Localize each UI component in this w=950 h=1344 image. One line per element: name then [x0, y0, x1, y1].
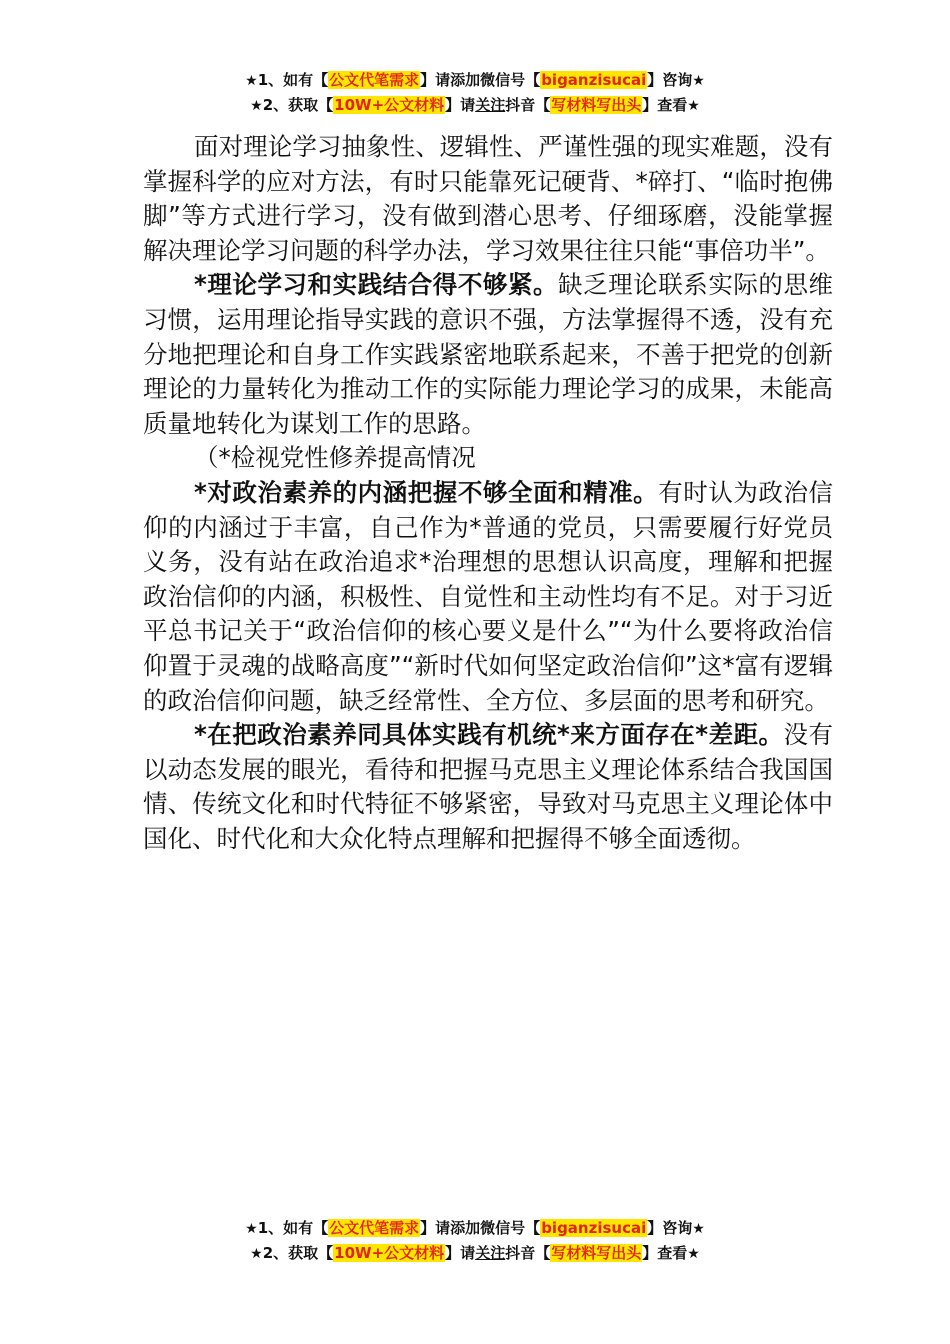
- banner-line-2: [0, 1241, 950, 1266]
- banner-text: 】查看: [642, 96, 688, 114]
- paragraph-text: 没有以动态发展的眼光，看待和把握马克思主义理论体系结合我国国情、传统文化和时代特征不够紧密，导致对马克思主义理论体中国化、时代化和大众化特点理解和把握得不够全面透彻。: [143, 720, 833, 853]
- paragraph-text: 缺乏理论联系实际的思维习惯，运用理论指导实践的意识不强，方法掌握得不透，没有充分地把理论和自身工作实践紧密地联系起来，不善于把党的创新理论的力量转化为推动工作的实际能力理论学习的成果，未能高质量地转化为谋划工作的思路。: [143, 270, 834, 438]
- paragraph-2: [143, 268, 833, 441]
- banner-text: 】咨询: [647, 71, 693, 89]
- paragraph-1: 面对理论学习抽象性、逻辑性、严谨性强的现实难题，没有掌握科学的应对方法，有时只能靠死记硬背、*碎打、“临时抱佛脚”等方式进行学习，没有做到潜心思考、仔细琢磨，没能掌握解决理论学习问题的科学办法，学习效果往往只能“事倍功半”。: [143, 132, 833, 265]
- banner-text: 】请添加微信号【: [420, 71, 541, 89]
- materials-highlight: 10W+公文材料: [334, 96, 445, 114]
- service-highlight: 公文代笔需求: [329, 71, 420, 89]
- star-icon: ★: [687, 98, 700, 114]
- follow-underline: 关注: [475, 96, 506, 114]
- douyin-id-highlight: 写材料写出头: [551, 96, 642, 114]
- star-icon: ★: [245, 1221, 258, 1237]
- banner-text: 抖音【: [505, 1244, 551, 1262]
- star-icon: ★: [692, 1221, 705, 1237]
- service-highlight: 公文代笔需求: [329, 1219, 420, 1237]
- banner-text: 】请: [445, 1244, 476, 1262]
- banner-text: 】请: [445, 96, 476, 114]
- banner-text: 1、如有【: [257, 1219, 329, 1237]
- header-banner: [0, 68, 950, 118]
- banner-text: 2、获取【: [262, 1244, 334, 1262]
- paragraph-text: 有时认为政治信仰的内涵过于丰富，自己作为*普通的党员，只需要履行好党员义务，没有站在政治追求*治理想的思想认识高度，理解和把握政治信仰的内涵，积极性、自觉性和主动性均有不足。对于习近平总书记关于“政治信仰的核心要义是什么”“为什么要将政治信仰置于灵魂的战略高度”“新时代如何坚定政治信仰”这*富有逻辑的政治信仰问题，缺乏经常性、全方位、多层面的思考和研究。: [143, 477, 834, 715]
- document-body: [143, 130, 833, 856]
- banner-text: 1、如有【: [257, 71, 329, 89]
- paragraph-heading: *在把政治素养同具体实践有机统*来方面存在*差距。: [194, 720, 784, 750]
- banner-text: 】咨询: [647, 1219, 693, 1237]
- paragraph-heading: *对政治素养的内涵把握不够全面和精准。: [194, 477, 659, 507]
- materials-highlight: 10W+公文材料: [334, 1244, 445, 1262]
- section-heading: （*检视党性修养提高情况: [194, 443, 476, 473]
- star-icon: ★: [692, 73, 705, 89]
- footer-banner: [0, 1216, 950, 1266]
- banner-text: 抖音【: [505, 96, 551, 114]
- star-icon: ★: [250, 1246, 263, 1262]
- star-icon: ★: [250, 98, 263, 114]
- banner-line-1: [0, 68, 950, 93]
- banner-text: 】查看: [642, 1244, 688, 1262]
- star-icon: ★: [687, 1246, 700, 1262]
- banner-line-1: [0, 1216, 950, 1241]
- douyin-id-highlight: 写材料写出头: [551, 1244, 642, 1262]
- wechat-id-highlight: biganzisucai: [541, 71, 647, 89]
- star-icon: ★: [245, 73, 258, 89]
- banner-line-2: [0, 93, 950, 118]
- banner-text: 2、获取【: [262, 96, 334, 114]
- wechat-id-highlight: biganzisucai: [541, 1219, 647, 1237]
- paragraph-4: [143, 476, 833, 718]
- follow-underline: 关注: [475, 1244, 506, 1262]
- paragraph-heading: *理论学习和实践结合得不够紧。: [194, 270, 559, 300]
- banner-text: 】请添加微信号【: [420, 1219, 541, 1237]
- paragraph-5: [143, 718, 833, 856]
